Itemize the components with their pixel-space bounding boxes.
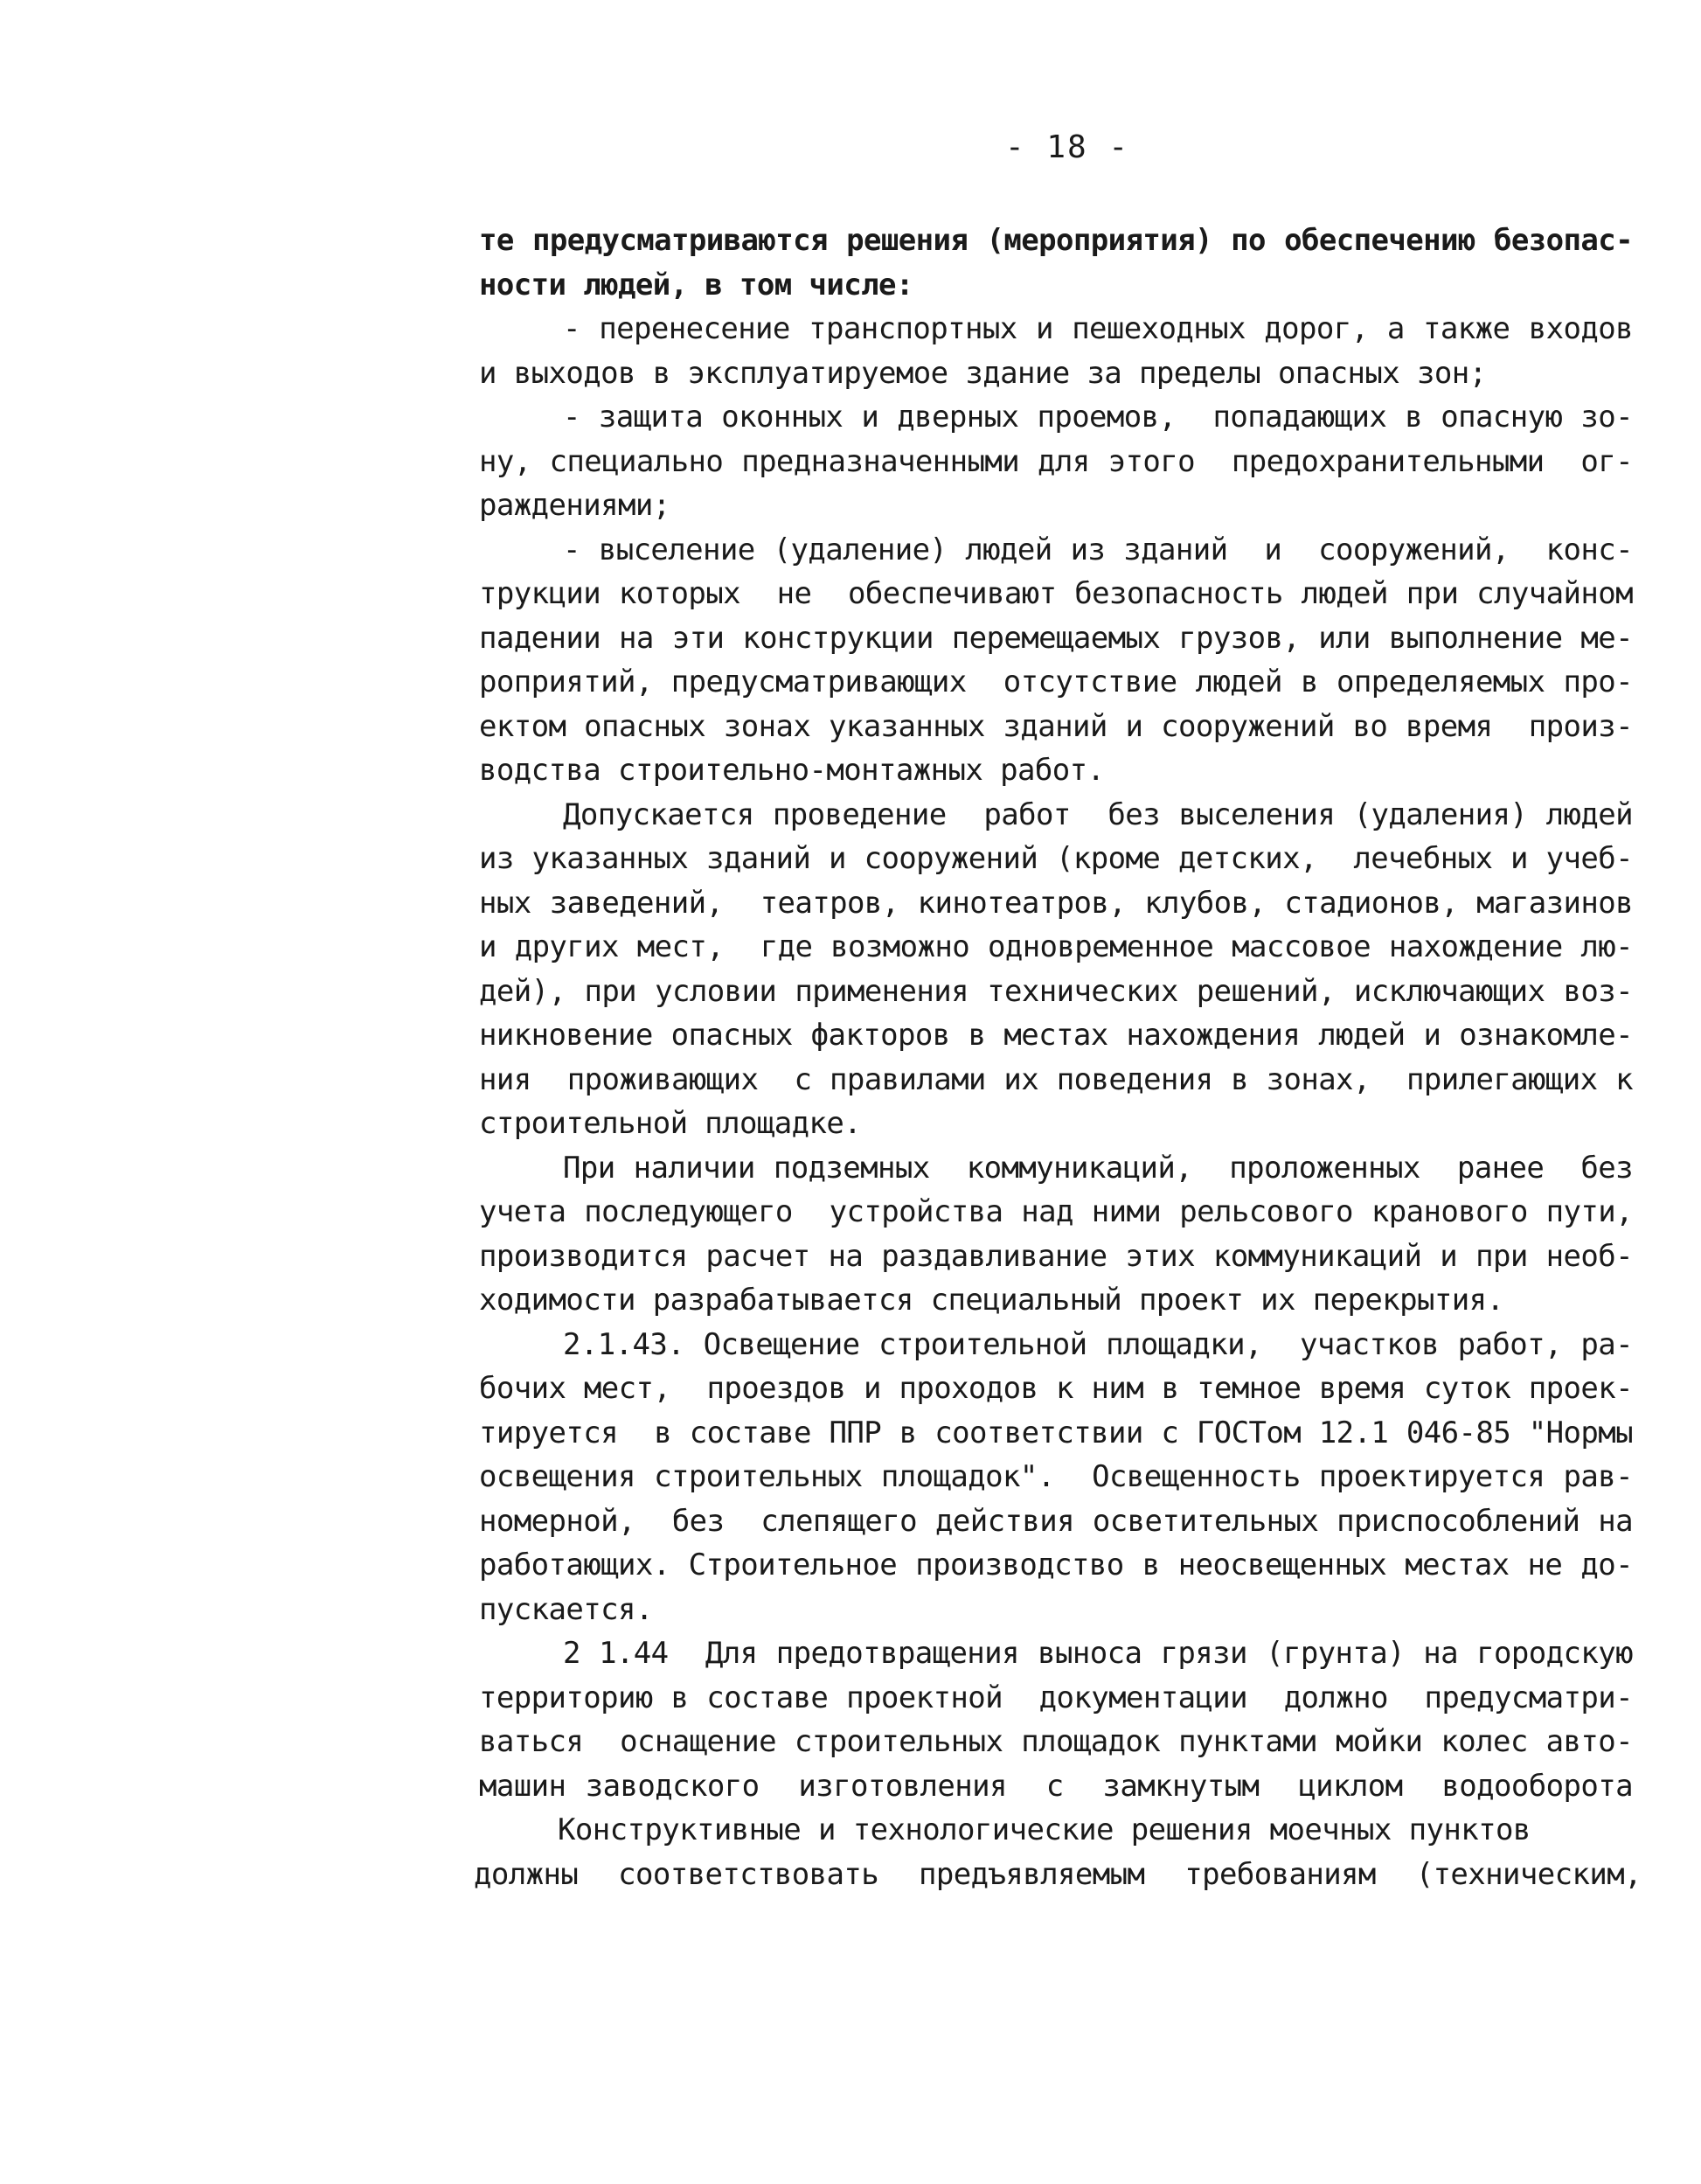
text-line: работающих. Строительное производство в неосвещенных местах не до- <box>479 1548 1633 1582</box>
text-line: из указанных зданий и сооружений (кроме детских, лечебных и учеб- <box>479 841 1633 876</box>
text-line: трукции которых не обеспечивают безопасность людей при случайном <box>479 576 1633 611</box>
text-line: - защита оконных и дверных проемов, попадающих в опасную зо- <box>563 400 1633 435</box>
text-line: - выселение (удаление) людей из зданий и сооружений, конс- <box>563 532 1633 567</box>
text-line: бочих мест, проездов и проходов к ним в темное время суток проек- <box>479 1371 1633 1406</box>
text-line: Конструктивные и технологические решения моечных пунктов <box>558 1812 1531 1847</box>
text-line: никновение опасных факторов в местах нахождения людей и ознакомле- <box>479 1018 1633 1053</box>
document-body <box>474 219 1642 1896</box>
text-line: При наличии подземных коммуникаций, проложенных ранее без <box>563 1150 1633 1186</box>
text-line: ходимости разрабатывается специальный проект их перекрытия. <box>479 1283 1504 1318</box>
text-line: должны соответствовать предъявляемым требованиям (техническим, <box>474 1856 1642 1892</box>
text-line: и других мест, где возможно одновременное массовое нахождение лю- <box>479 929 1633 964</box>
text-line: пускается. <box>479 1591 653 1627</box>
text-line: ных заведений, театров, кинотеатров, клубов, стадионов, магазинов <box>479 885 1633 921</box>
text-line: те предусматриваются решения (мероприятия) по обеспечению безопас- <box>479 223 1633 258</box>
text-line: номерной, без слепящего действия осветительных приспособлений на <box>479 1503 1633 1539</box>
text-line: ну, специально предназначенными для этого предохранительными ог- <box>479 443 1633 479</box>
page-number: - 18 - <box>1005 129 1130 165</box>
text-line: раждениями; <box>479 488 670 523</box>
text-line: и выходов в эксплуатируемое здание за пределы опасных зон; <box>479 355 1487 391</box>
text-line: ектом опасных зонах указанных зданий и сооружений во время произ- <box>479 708 1633 744</box>
text-line: производится расчет на раздавливание этих коммуникаций и при необ- <box>479 1238 1633 1274</box>
text-line: освещения строительных площадок". Освещенность проектируется рав- <box>479 1459 1633 1494</box>
text-line: учета последующего устройства над ними рельсового кранового пути, <box>479 1194 1633 1229</box>
text-line: ности людей, в том числе: <box>479 267 913 303</box>
text-line: дей), при условии применения технических решений, исключающих воз- <box>479 973 1633 1009</box>
text-line: территорию в составе проектной документации должно предусматри- <box>479 1680 1633 1715</box>
text-line: ния проживающих с правилами их поведения в зонах, прилегающих к <box>479 1061 1633 1097</box>
text-line: роприятий, предусматривающих отсутствие людей в определяемых про- <box>479 664 1633 699</box>
text-line: машин заводского изготовления с замкнутым циклом водооборота <box>479 1768 1633 1804</box>
text-line: строительной площадке. <box>479 1106 862 1141</box>
text-line: тируется в составе ППР в соответствии с ГОСТом 12.1 046-85 "Нормы <box>479 1415 1633 1450</box>
text-line: падении на эти конструкции перемещаемых грузов, или выполнение ме- <box>479 620 1633 656</box>
text-line: - перенесение транспортных и пешеходных дорог, а также входов <box>563 311 1633 346</box>
text-line: 2.1.43. Освещение строительной площадки, участков работ, ра- <box>563 1326 1633 1362</box>
text-line: 2 1.44 Для предотвращения выноса грязи (грунта) на городскую <box>563 1636 1633 1671</box>
text-line: Допускается проведение работ без выселения (удаления) людей <box>563 796 1633 832</box>
text-line: ваться оснащение строительных площадок пунктами мойки колес авто- <box>479 1724 1633 1759</box>
text-line: водства строительно-монтажных работ. <box>479 753 1105 788</box>
